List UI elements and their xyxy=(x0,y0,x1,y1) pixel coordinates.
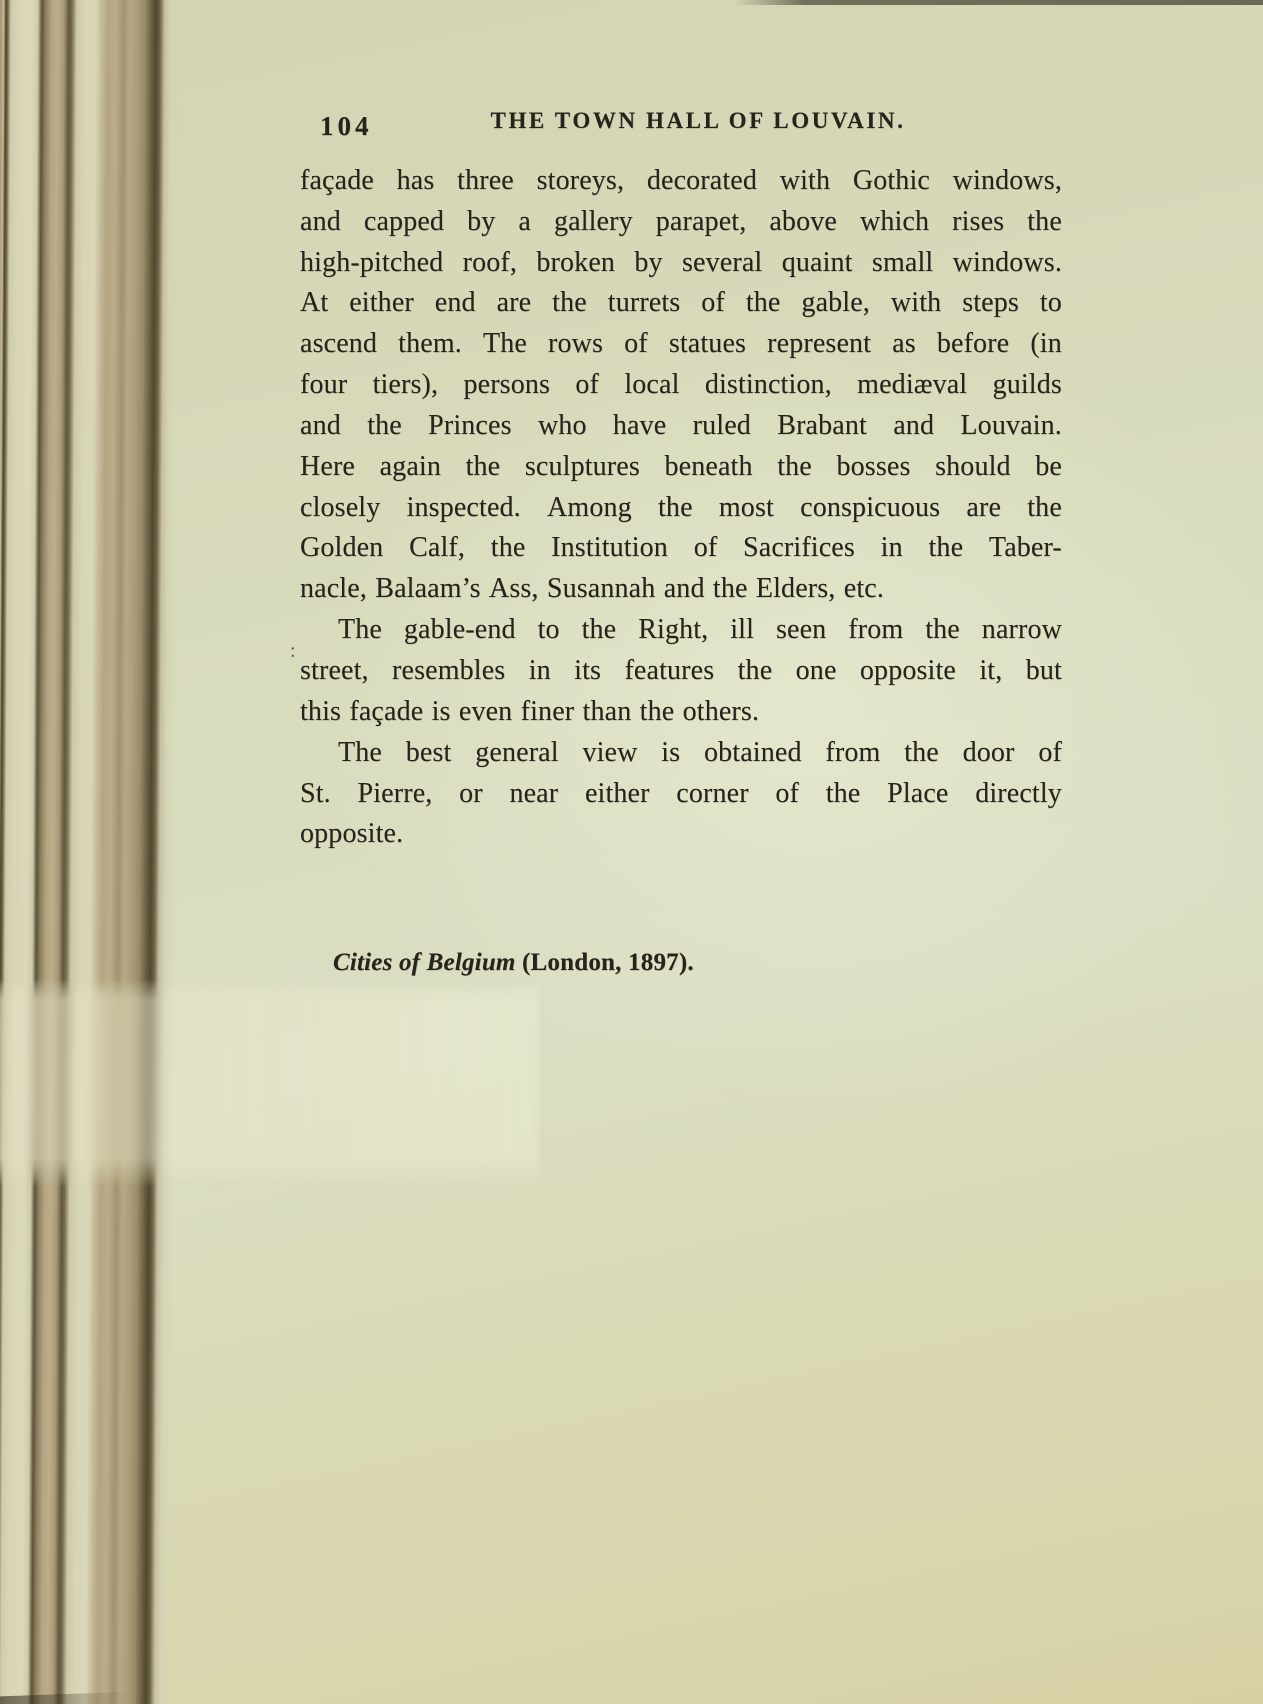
word: the xyxy=(928,532,964,564)
word: should xyxy=(935,450,1011,482)
word: the xyxy=(925,614,960,646)
word: the xyxy=(737,654,773,686)
word: ruled xyxy=(692,409,751,441)
word: Here xyxy=(300,450,356,482)
word: of xyxy=(575,369,600,401)
word: them. xyxy=(398,328,462,360)
word: obtained xyxy=(703,736,802,768)
word: the xyxy=(1027,205,1062,237)
word: with xyxy=(890,287,942,319)
word: the xyxy=(777,450,812,482)
word: windows. xyxy=(952,246,1062,278)
word: gable, xyxy=(801,287,870,319)
text-line xyxy=(300,653,1062,694)
word: best xyxy=(405,736,452,768)
word: but xyxy=(1025,654,1062,686)
word: persons xyxy=(463,369,551,401)
word: and xyxy=(300,205,341,237)
word: from xyxy=(825,736,881,768)
word: opposite. xyxy=(300,818,404,850)
word: parapet, xyxy=(655,205,747,237)
text-line xyxy=(300,531,1062,572)
word: high-pitched xyxy=(300,246,444,278)
word: steps xyxy=(962,287,1019,319)
word: narrow xyxy=(981,614,1062,646)
word: to xyxy=(1039,287,1062,319)
word: façade xyxy=(300,164,374,196)
text-line xyxy=(300,286,1062,327)
text-line xyxy=(300,735,1062,776)
word: The xyxy=(338,736,382,768)
word: etc. xyxy=(843,573,885,605)
word: either xyxy=(584,777,650,809)
word: a xyxy=(518,205,531,237)
word: one xyxy=(795,654,837,686)
word: four xyxy=(300,369,348,401)
word: and xyxy=(300,409,341,441)
word: the xyxy=(639,695,675,727)
text-line xyxy=(300,245,1062,286)
word: small xyxy=(871,246,934,278)
word: Gothic xyxy=(852,164,930,196)
word: in xyxy=(880,532,903,564)
word: which xyxy=(859,205,930,237)
word: the xyxy=(465,450,501,482)
word: gable-end xyxy=(403,614,516,646)
word: Taber- xyxy=(988,532,1062,564)
word: street, xyxy=(300,654,369,686)
word: rises xyxy=(952,205,1005,237)
word: near xyxy=(509,777,559,809)
word: of xyxy=(624,328,648,360)
word: resembles xyxy=(392,654,506,686)
word: local xyxy=(624,369,680,401)
word: finer xyxy=(520,695,575,727)
word: before xyxy=(936,328,1010,360)
word: bosses xyxy=(836,450,911,482)
word: the xyxy=(552,287,587,319)
word: the xyxy=(904,736,939,768)
word: Institution xyxy=(551,532,668,564)
word: ill xyxy=(730,614,755,646)
word: mediæval xyxy=(857,369,968,401)
word: view xyxy=(582,736,638,768)
word: who xyxy=(537,409,587,441)
word: corner xyxy=(676,777,749,809)
word: ascend xyxy=(300,328,378,360)
text-line xyxy=(300,163,1062,204)
word: by xyxy=(467,205,496,237)
word: either xyxy=(349,287,414,319)
word: from xyxy=(848,614,904,646)
word: Pierre, xyxy=(357,777,433,809)
text-line xyxy=(300,408,1062,449)
word: Susannah xyxy=(546,573,656,605)
word: decorated xyxy=(646,164,758,196)
word: the xyxy=(367,409,402,441)
word: storeys, xyxy=(536,164,625,196)
word: Calf, xyxy=(409,532,466,564)
word: guilds xyxy=(992,369,1062,401)
word: again xyxy=(379,450,441,482)
word: roof, xyxy=(462,246,518,278)
page-content xyxy=(290,0,1062,1704)
word: rows xyxy=(548,328,604,360)
word: nacle, xyxy=(300,573,367,605)
word: façade xyxy=(349,695,424,727)
word: this xyxy=(300,695,342,727)
word: Princes xyxy=(428,409,512,441)
citation-line xyxy=(333,949,694,977)
word: or xyxy=(459,777,483,809)
word: the xyxy=(1027,491,1062,523)
word: and xyxy=(663,573,705,605)
word: broken xyxy=(536,246,616,278)
word: represent xyxy=(767,328,872,360)
word: seen xyxy=(775,614,827,646)
word: The xyxy=(338,614,382,646)
word: windows, xyxy=(952,164,1062,196)
text-line xyxy=(300,449,1062,490)
word: is xyxy=(431,695,451,727)
word: the xyxy=(657,491,693,523)
word: the xyxy=(825,777,861,809)
word: Elders, xyxy=(755,573,836,605)
text-line xyxy=(300,367,1062,408)
word: Right, xyxy=(638,614,709,646)
text-line xyxy=(300,571,1062,612)
word: opposite xyxy=(859,654,956,686)
word: in xyxy=(528,654,551,686)
word: above xyxy=(769,205,837,237)
word: closely xyxy=(300,491,381,523)
word: of xyxy=(701,287,725,319)
text-line xyxy=(300,490,1062,531)
word: door xyxy=(962,736,1015,768)
word: of xyxy=(1038,736,1062,768)
word: several xyxy=(682,246,763,278)
word: general xyxy=(475,736,559,768)
word: The xyxy=(482,328,527,360)
body-text xyxy=(300,163,1062,857)
word: as xyxy=(892,328,916,360)
margin-mark: : xyxy=(290,640,296,662)
scan-blur-artifact xyxy=(0,978,540,1188)
citation-publication-detail: (London, 1897). xyxy=(522,949,694,976)
word: even xyxy=(458,695,513,727)
word: the xyxy=(581,614,617,646)
page-header xyxy=(300,108,1062,148)
word: Place xyxy=(887,777,949,809)
word: are xyxy=(496,287,532,319)
word: is xyxy=(661,736,681,768)
word: have xyxy=(612,409,667,441)
text-line xyxy=(300,694,1062,735)
page-number: 104 xyxy=(320,111,373,141)
word: the xyxy=(745,287,781,319)
text-line xyxy=(300,612,1062,653)
word: most xyxy=(718,491,774,523)
word: of xyxy=(775,777,800,809)
word: turrets xyxy=(607,287,681,319)
word: Golden xyxy=(300,532,384,564)
word: others. xyxy=(682,695,760,727)
running-title: THE TOWN HALL OF LOUVAIN. xyxy=(490,108,906,133)
word: has xyxy=(396,164,435,196)
word: Louvain. xyxy=(960,409,1062,441)
citation-work-title: Cities of Belgium xyxy=(333,949,516,976)
word: by xyxy=(634,246,663,278)
word: sculptures xyxy=(524,450,640,482)
word: its xyxy=(574,654,602,686)
word: the xyxy=(490,532,526,564)
word: be xyxy=(1035,450,1062,482)
word: it, xyxy=(979,654,1003,686)
word: of xyxy=(693,532,718,564)
word: St. xyxy=(300,777,331,809)
word: (in xyxy=(1030,328,1062,360)
book-page-edges xyxy=(0,0,180,1704)
word: quaint xyxy=(781,246,853,278)
word: to xyxy=(537,614,560,646)
word: are xyxy=(966,491,1002,523)
word: Balaam’s xyxy=(375,573,481,605)
word: statues xyxy=(668,328,747,360)
word: Sacrifices xyxy=(743,532,855,564)
word: beneath xyxy=(664,450,753,482)
word: Among xyxy=(547,491,632,523)
word: the xyxy=(712,573,748,605)
word: directly xyxy=(975,777,1062,809)
word: At xyxy=(300,287,329,319)
text-line xyxy=(300,776,1062,817)
word: distinction, xyxy=(704,369,832,401)
word: Brabant xyxy=(777,409,867,441)
word: end xyxy=(434,287,476,319)
word: gallery xyxy=(553,205,633,237)
text-line xyxy=(300,326,1062,367)
word: capped xyxy=(363,205,445,237)
word: three xyxy=(457,164,514,196)
word: than xyxy=(582,695,632,727)
word: Ass, xyxy=(488,573,539,605)
word: with xyxy=(779,164,831,196)
word: features xyxy=(624,654,715,686)
text-line xyxy=(300,204,1062,245)
word: inspected. xyxy=(406,491,521,523)
word: and xyxy=(893,409,935,441)
text-line xyxy=(300,817,1062,858)
word: tiers), xyxy=(372,369,439,401)
word: conspicuous xyxy=(800,491,941,523)
